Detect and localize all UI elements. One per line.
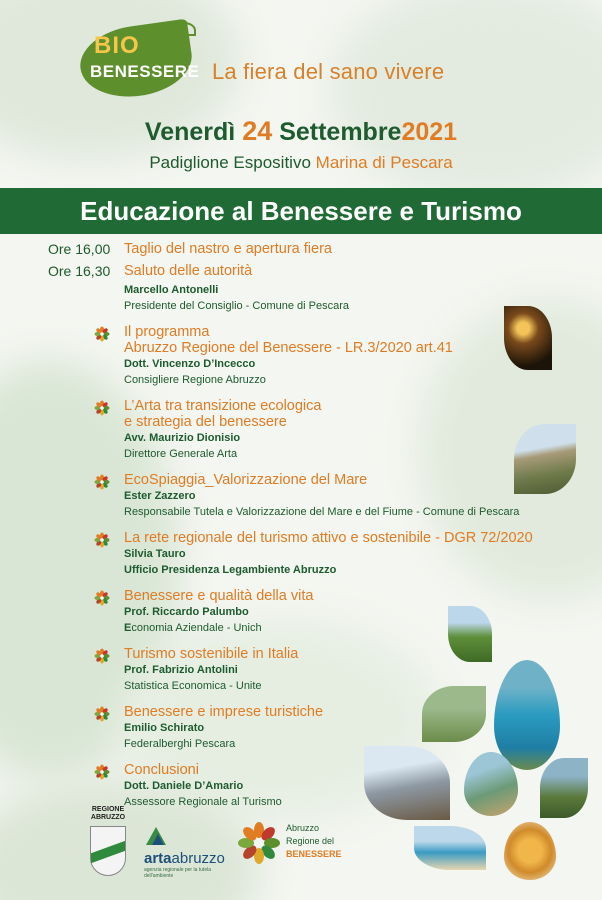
- regione-label: REGIONE ABRUZZO: [90, 806, 126, 821]
- rosette-icon: [94, 648, 110, 664]
- program-item: [48, 704, 568, 752]
- greeting-person: Marcello Antonelli: [124, 284, 219, 296]
- item-role: [124, 620, 568, 636]
- item-role-lead: E: [124, 622, 132, 634]
- photo-beach-coast: [414, 826, 486, 870]
- rosette-icon: [94, 764, 110, 780]
- rosette-icon: [94, 400, 110, 416]
- rosette-icon: [94, 706, 110, 722]
- photo-gorge: [540, 758, 588, 818]
- arta-name-b: abruzzo: [171, 850, 225, 867]
- arta-abruzzo-logo: [144, 825, 228, 879]
- item-person: Ester Zazzero: [124, 490, 196, 502]
- item-title: Turismo sostenibile in Italia: [124, 646, 299, 662]
- item-title-2: Abruzzo Regione del Benessere - LR.3/2020 art.41: [124, 340, 453, 356]
- item-title: EcoSpiaggia_Valorizzazione del Mare: [124, 472, 368, 488]
- item-role: Responsabile Tutela e Valorizzazione del Mare e del Fiume - Comune di Pescara: [124, 506, 520, 518]
- item-role: Ufficio Presidenza Legambiente Abruzzo: [124, 564, 337, 576]
- abr-line1: Abruzzo: [286, 823, 320, 833]
- item-role-rest: conomia Aziendale - Unich: [131, 622, 262, 634]
- rosette-icon: [94, 326, 110, 342]
- date-weekday: Venerdì: [144, 118, 236, 146]
- opening-row: [48, 238, 568, 260]
- opening-title: Taglio del nastro e apertura fiera: [124, 241, 332, 257]
- program-item: [48, 472, 568, 520]
- rosette-icon: [94, 532, 110, 548]
- item-title: La rete regionale del turismo attivo e sostenibile - DGR 72/2020: [124, 530, 533, 546]
- bio-benessere-logo: [80, 22, 200, 100]
- item-title: Conclusioni: [124, 762, 199, 778]
- program-item: [48, 324, 568, 388]
- item-person: Avv. Maurizio Dionisio: [124, 432, 241, 444]
- greeting-title: Saluto delle autorità: [124, 263, 253, 279]
- greeting-row: [48, 260, 568, 282]
- item-role: Statistica Economica - Unite: [124, 680, 262, 692]
- item-title: L’Arta tra transizione ecologica: [124, 398, 322, 414]
- item-person: Dott. Vincenzo D’Incecco: [124, 358, 256, 370]
- item-role: Direttore Generale Arta: [124, 448, 238, 460]
- abruzzo-regione-benessere-logo: [236, 816, 366, 872]
- greeting-role: Presidente del Consiglio - Comune di Pescara: [124, 300, 350, 312]
- arta-name: [144, 850, 228, 867]
- date-month: Settembre: [279, 118, 402, 146]
- item-role: Assessore Regionale al Turismo: [124, 796, 282, 808]
- tagline: La fiera del sano vivere: [212, 59, 445, 84]
- item-person: Dott. Daniele D’Amario: [124, 780, 244, 792]
- event-venue: [0, 153, 602, 173]
- item-person: Prof. Riccardo Palumbo: [124, 606, 249, 618]
- photo-mountain-hiker: [448, 606, 492, 662]
- banner-title: Educazione al Benessere e Turismo: [80, 196, 522, 226]
- arta-subtitle: agenzia regionale per la tutela dell'ambiente: [144, 867, 211, 879]
- item-person: Silvia Tauro: [124, 548, 186, 560]
- item-title: Il programma: [124, 324, 210, 340]
- rosette-icon: [94, 474, 110, 490]
- arta-name-a: arta: [144, 850, 172, 867]
- item-person: Prof. Fabrizio Antolini: [124, 664, 238, 676]
- abr-line2: Regione del: [286, 836, 335, 846]
- abruzzo-logo-text: [286, 822, 342, 861]
- logo-bio-text: BIO: [94, 32, 140, 59]
- date-day: 24: [242, 116, 273, 146]
- arta-mountain-icon: [144, 825, 168, 845]
- venue-prefix: Padiglione Espositivo: [149, 153, 311, 172]
- item-title-2: e strategia del benessere: [124, 414, 287, 430]
- greeting-time: Ore 16,30: [48, 263, 111, 279]
- program: [48, 238, 568, 810]
- item-person: Emilio Schirato: [124, 722, 205, 734]
- event-date: [0, 116, 602, 147]
- photo-food: [504, 822, 556, 880]
- photo-night-lights: [504, 306, 552, 370]
- item-role: Consigliere Regione Abruzzo: [124, 374, 266, 386]
- opening-time: Ore 16,00: [48, 241, 111, 257]
- program-item: [48, 398, 568, 462]
- item-title: Benessere e imprese turistiche: [124, 704, 324, 720]
- photo-bicycle: [422, 686, 486, 742]
- photo-hill-castle: [514, 424, 576, 494]
- rosette-icon: [94, 590, 110, 606]
- shield-icon: [90, 826, 126, 876]
- abr-line3: BENESSERE: [286, 849, 342, 859]
- logo-benessere-text: BENESSERE: [90, 62, 200, 81]
- item-title: Benessere e qualità della vita: [124, 588, 314, 604]
- venue-place: Marina di Pescara: [315, 153, 453, 172]
- item-role: Federalberghi Pescara: [124, 738, 236, 750]
- date-year: 2021: [401, 118, 458, 146]
- photo-ibex: [364, 746, 450, 820]
- program-item: [48, 530, 568, 578]
- regione-abruzzo-logo: [88, 806, 128, 882]
- flower-icon: [236, 820, 282, 866]
